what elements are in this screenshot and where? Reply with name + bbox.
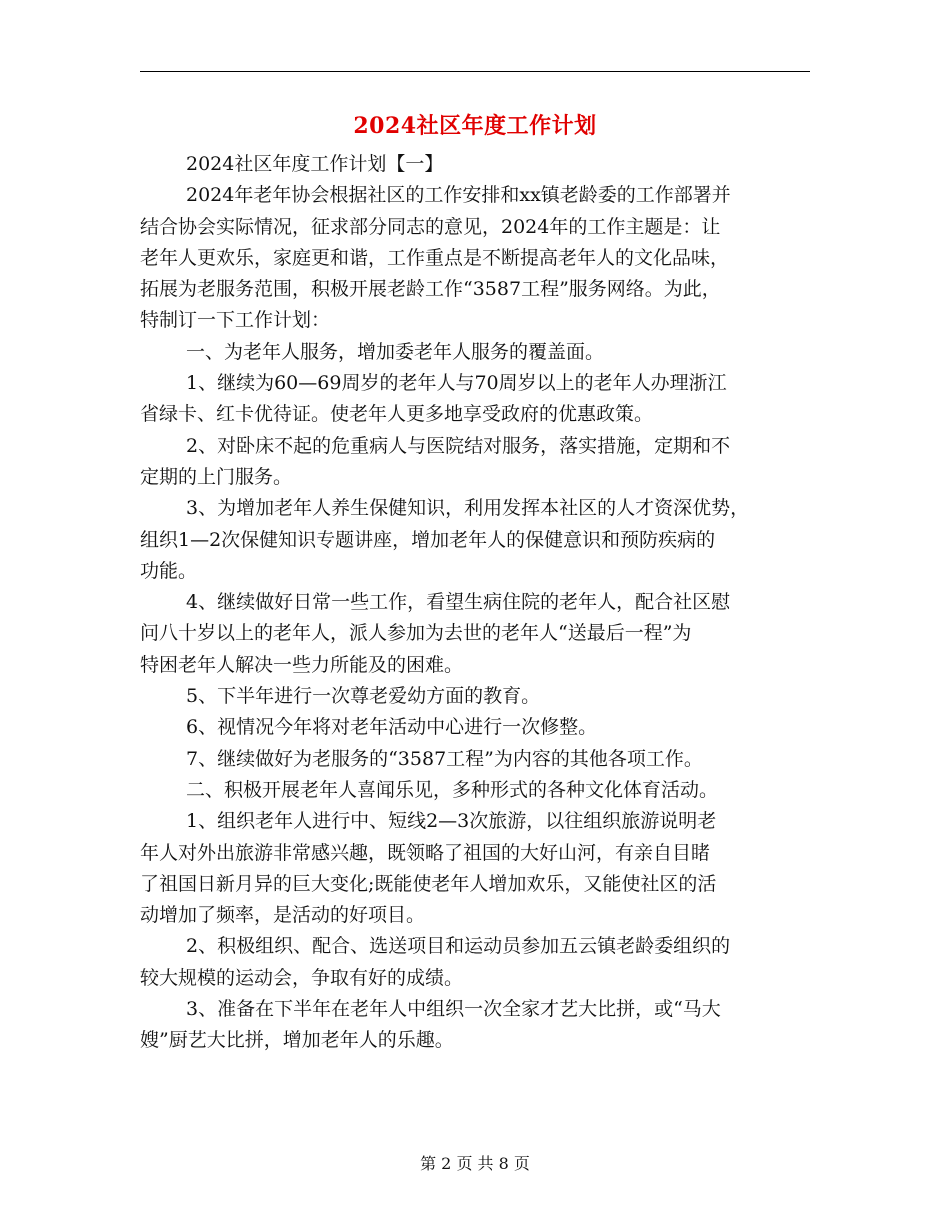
text-line: 省绿卡、红卡优待证。使老年人更多地享受政府的优惠政策。 bbox=[140, 403, 654, 426]
text-line: 2、积极组织、配合、选送项目和运动员参加五云镇老龄委组织的 bbox=[186, 935, 731, 958]
text-line: 4、继续做好日常一些工作，看望生病住院的老年人，配合社区慰 bbox=[186, 591, 731, 614]
text-line: 功能。 bbox=[140, 559, 198, 582]
text-line: 特困老年人解决一些力所能及的困难。 bbox=[140, 653, 464, 676]
text-line: 嫂”厨艺大比拼，增加老年人的乐趣。 bbox=[140, 1029, 454, 1052]
document-body bbox=[140, 149, 810, 1057]
page-footer: 第 2 页 共 8 页 bbox=[420, 1154, 530, 1173]
text-line: 较大规模的运动会，争取有好的成绩。 bbox=[140, 966, 464, 989]
text-line: 拓展为老服务范围，积极开展老龄工作“3587工程”服务网络。为此， bbox=[140, 278, 721, 301]
text-line: 特制订一下工作计划： bbox=[140, 309, 331, 332]
text-line: 问八十岁以上的老年人，派人参加为去世的老年人“送最后一程”为 bbox=[140, 622, 692, 645]
text-line: 7、继续做好为老服务的“3587工程”为内容的其他各项工作。 bbox=[186, 747, 703, 770]
text-line: 年人对外出旅游非常感兴趣，既领略了祖国的大好山河，有亲自目睹 bbox=[140, 841, 711, 864]
text-line: 二、积极开展老年人喜闻乐见，多种形式的各种文化体育活动。 bbox=[186, 778, 719, 801]
header-rule bbox=[140, 71, 810, 72]
text-line: 3、准备在下半年在老年人中组织一次全家才艺大比拼，或“马大 bbox=[186, 998, 721, 1021]
text-line: 了祖国日新月异的巨大变化;既能使老年人增加欢乐，又能使社区的活 bbox=[140, 872, 717, 895]
text-line: 1、继续为60—69周岁的老年人与70周岁以上的老年人办理浙江 bbox=[186, 372, 727, 395]
text-line: 定期的上门服务。 bbox=[140, 465, 293, 488]
text-line: 老年人更欢乐，家庭更和谐，工作重点是不断提高老年人的文化品味， bbox=[140, 246, 730, 269]
text-line: 一、为老年人服务，增加委老年人服务的覆盖面。 bbox=[186, 340, 605, 363]
text-line: 6、视情况今年将对老年活动中心进行一次修整。 bbox=[186, 716, 598, 739]
text-line: 1、组织老年人进行中、短线2—3次旅游，以往组织旅游说明老 bbox=[186, 810, 717, 833]
text-line: 组织1—2次保健知识专题讲座，增加老年人的保健意识和预防疾病的 bbox=[140, 528, 716, 551]
text-line: 5、下半年进行一次尊老爱幼方面的教育。 bbox=[186, 685, 541, 708]
document-title: 2024社区年度工作计划 bbox=[353, 113, 597, 139]
text-line: 结合协会实际情况，征求部分同志的意见，2024年的工作主题是：让 bbox=[140, 215, 721, 238]
text-line: 3、为增加老年人养生保健知识，利用发挥本社区的人才资深优势， bbox=[186, 497, 750, 520]
text-line: 动增加了频率，是活动的好项目。 bbox=[140, 904, 426, 927]
text-line: 2、对卧床不起的危重病人与医院结对服务，落实措施，定期和不 bbox=[186, 434, 731, 457]
text-line: 2024社区年度工作计划【一】 bbox=[186, 153, 444, 175]
text-line: 2024年老年协会根据社区的工作安排和xx镇老龄委的工作部署并 bbox=[186, 184, 731, 207]
